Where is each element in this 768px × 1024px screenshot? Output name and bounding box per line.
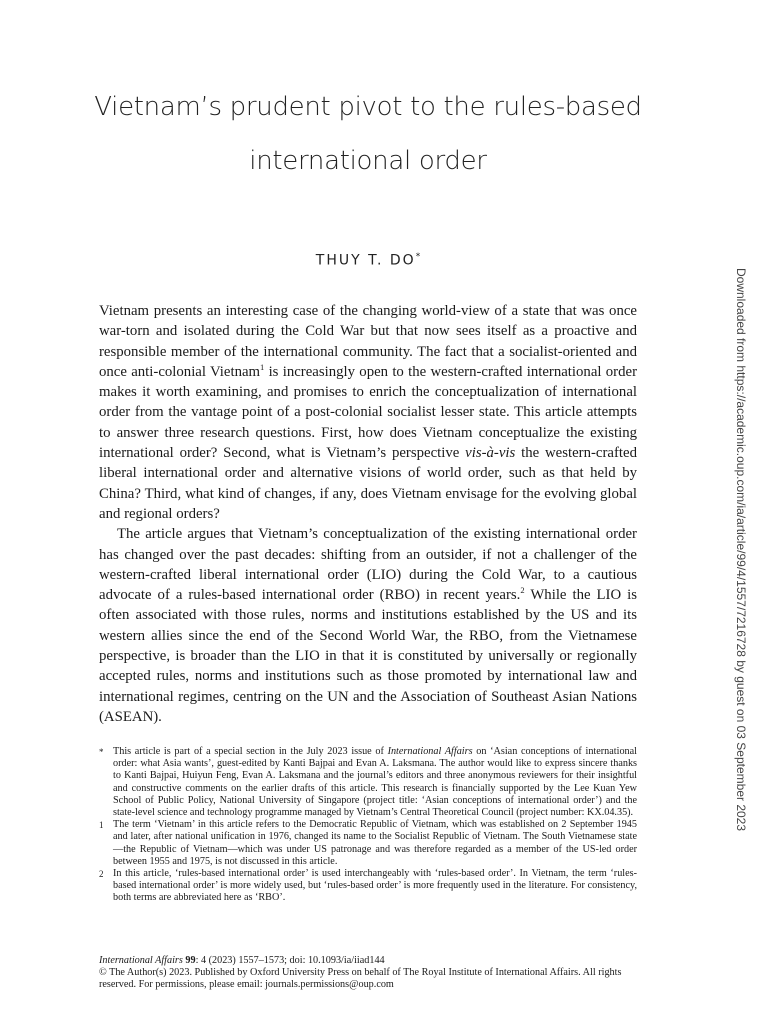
footnote-2 (99, 868, 637, 905)
footnotes (99, 746, 637, 905)
footnote-1-mark: 1 (99, 820, 104, 831)
paragraph-2-text-b: While the LIO is often associated with those rules, norms and institutions established by the US and its western allies since the end of the Second World War, the RBO, from the Vietnamese perspective, is broader than the LIO in that it is constituted by universally or regionally accepted rules, norms and institutions such as those promoted by international law and international regimes, centring on the UN and the Association of Southeast Asian Nations (ASEAN). (99, 587, 637, 725)
footnote-2-mark: 2 (99, 869, 104, 880)
footnote-star-journal: International Affairs (387, 746, 473, 757)
journal-volume: 99 (185, 955, 196, 966)
footnote-star-mark: * (99, 747, 104, 757)
paragraph-1-text-c: the western-crafted liberal international order and alternative visions of world order, such as that held by China? Third, what kind of changes, if any, does Vietnam envisage for the evolving global and regional orders? (99, 445, 637, 522)
footnote-ref-2: 2 (520, 585, 525, 596)
article-title (60, 80, 676, 188)
paragraph-2-text-a: The article argues that Vietnam’s conceptualization of the existing international order has changed over the past decades: shifting from an outsider, if not a challenger of the western-crafted liberal international order (LIO) during the Cold War, to a cautious advocate of a rules-based international order (RBO) in recent years. (99, 526, 637, 604)
footnote-star-text-b: on ‘Asian conceptions of international order: what Asia wants’, guest-edited by Kanti Bajpai and Evan A. Laksmana. The author would like to express sincere thanks to Kanti Bajpai, Huiyun Feng, Evan A. Laksmana and the journal’s editors and three anonymous reviewers for their insightful and constructive comments on the earlier drafts of this article. This research is financially supported by the Lee Kuan Yew School of Public Policy, National University of Singapore (project title: ‘Asian conceptions of international order’) and the state-level science and technology programme managed by Vietnam’s Central Theoretical Council (project number: KX.04.35). (113, 746, 637, 819)
footnote-star-text-a: This article is part of a special section in the July 2023 issue of (113, 746, 388, 757)
author-byline (60, 252, 676, 269)
journal-citation-text: : 4 (2023) 1557–1573; doi: 10.1093/ia/iiad144 (195, 955, 385, 966)
article-body (99, 301, 637, 727)
footnote-star (99, 746, 637, 819)
footnote-1 (99, 819, 637, 868)
paragraph-1 (99, 301, 637, 524)
italic-phrase: vis-à-vis (465, 445, 516, 462)
journal-name: International Affairs (99, 955, 183, 966)
title-line-2: international order (249, 146, 487, 176)
journal-citation (99, 955, 659, 967)
title-line-1: Vietnam’s prudent pivot to the rules-based (94, 92, 642, 122)
copyright-notice: © The Author(s) 2023. Published by Oxford University Press on behalf of The Royal Institute of International Affairs. All rights reserved. For permissions, please email: journals.permissions@oup.com (99, 967, 622, 991)
author-name: THUY T. DO (315, 252, 416, 269)
paragraph-1-text-b: is increasingly open to the western-crafted international order makes it worth examining, and promises to enrich the conceptualization of international order from the vantage point of a post-colonial socialist lesser state. This article attempts to answer three research questions. First, how does Vietnam conceptualize the existing international order? Second, what is Vietnam’s perspective (99, 363, 637, 462)
journal-info (99, 955, 659, 992)
author-footnote-mark: * (415, 252, 421, 262)
footnote-2-text: In this article, ‘rules-based international order’ is used interchangeably with ‘rules-based order’. In Vietnam, the term ‘rules-based international order’ is more widely used, but ‘rules-based order’ is more frequently used in the literature. For consistency, both terms are abbreviated here as ‘RBO’. (113, 868, 637, 904)
paragraph-1-text-a: Vietnam presents an interesting case of the changing world-view of a state that was once war-torn and isolated during the Cold War but that now sees itself as a proactive and responsible member of the international community. The fact that a socialist-oriented and once anti-colonial Vietnam (99, 303, 637, 380)
download-notice: Downloaded from https://academic.oup.com/ia/article/99/4/1557/7216728 by guest on 03 September 2023 (734, 268, 748, 832)
footnote-ref-1: 1 (260, 361, 265, 372)
paragraph-2 (99, 524, 637, 727)
footnote-1-text: The term ‘Vietnam’ in this article refers to the Democratic Republic of Vietnam, which was established on 2 September 1945 and later, after national unification in 1976, changed its name to the Socialist Republic of Vietnam. The South Vietnamese state—the Republic of Vietnam—which was under US patronage and was therefore regarded as a member of the US-led order between 1955 and 1975, is not discussed in this article. (113, 819, 637, 867)
